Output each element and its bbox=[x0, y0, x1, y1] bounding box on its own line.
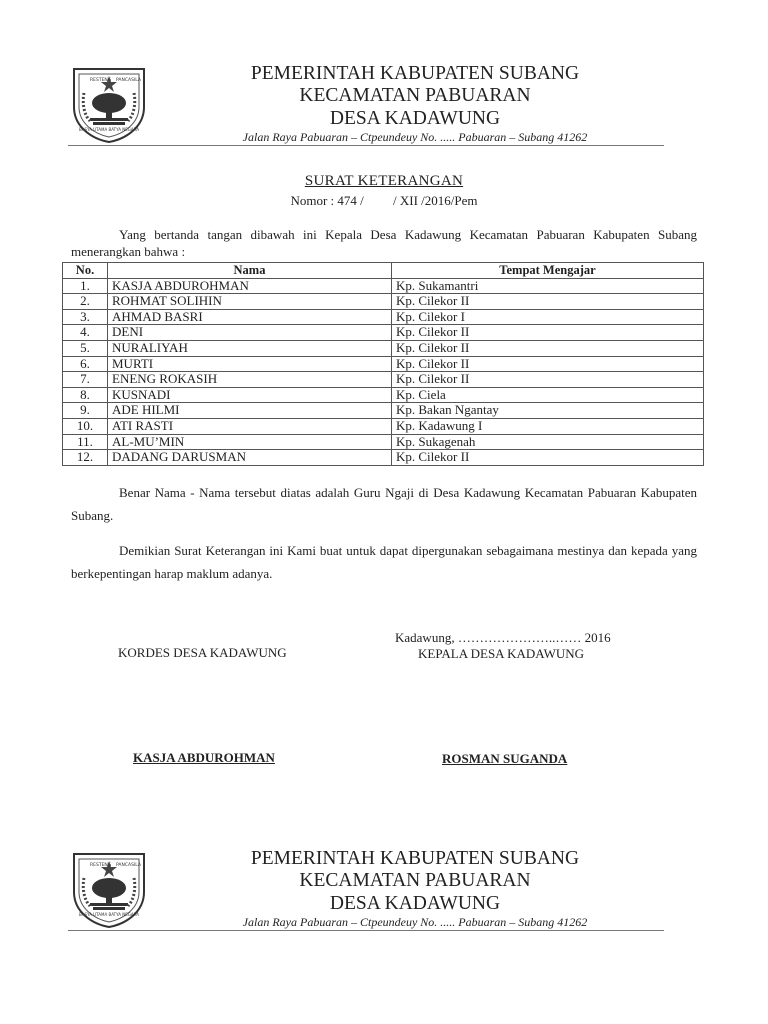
statement-paragraph: Benar Nama - Nama tersebut diatas adalah Guru Ngaji di Desa Kadawung Kecamatan Pabuaran Kabupaten Subang. bbox=[71, 485, 697, 523]
cell-nama: NURALIYAH bbox=[108, 340, 392, 356]
cell-no: 8. bbox=[63, 387, 108, 403]
cell-no: 1. bbox=[63, 278, 108, 294]
letterhead-line2: KECAMATAN PABUARAN bbox=[299, 85, 531, 106]
letterhead-line2: KECAMATAN PABUARAN bbox=[299, 870, 531, 891]
table-row bbox=[63, 387, 704, 403]
left-signer-name: KASJA ABDUROHMAN bbox=[133, 750, 275, 765]
cell-tempat: Kp. Cilekor II bbox=[392, 340, 704, 356]
letterhead-rule bbox=[68, 930, 664, 931]
cell-nama: ROHMAT SOLIHIN bbox=[108, 294, 392, 310]
cell-tempat: Kp. Sukagenah bbox=[392, 434, 704, 450]
svg-text:BASYA UTAMA BATYA NEGARA: BASYA UTAMA BATYA NEGARA bbox=[79, 912, 139, 917]
cell-no: 4. bbox=[63, 325, 108, 341]
cell-nama: ADE HILMI bbox=[108, 403, 392, 419]
cell-nama: MURTI bbox=[108, 356, 392, 372]
village-emblem-logo bbox=[66, 63, 152, 143]
table-row bbox=[63, 278, 704, 294]
header-nama: Nama bbox=[108, 263, 392, 279]
cell-no: 6. bbox=[63, 356, 108, 372]
letterhead-line3: DESA KADAWUNG bbox=[329, 108, 501, 129]
cell-no: 3. bbox=[63, 309, 108, 325]
cell-no: 12. bbox=[63, 450, 108, 466]
table-row bbox=[63, 294, 704, 310]
right-signer-role: KEPALA DESA KADAWUNG bbox=[418, 646, 585, 661]
svg-text:RESTENG: RESTENG bbox=[90, 78, 112, 83]
cell-nama: AHMAD BASRI bbox=[108, 309, 392, 325]
cell-no: 5. bbox=[63, 340, 108, 356]
table-row bbox=[63, 325, 704, 341]
svg-text:PANCASILA: PANCASILA bbox=[116, 78, 141, 83]
svg-text:RESTENG: RESTENG bbox=[90, 863, 112, 868]
cell-tempat: Kp. Bakan Ngantay bbox=[392, 403, 704, 419]
table-row bbox=[63, 418, 704, 434]
cell-tempat: Kp. Ciela bbox=[392, 387, 704, 403]
letterhead-line3: DESA KADAWUNG bbox=[329, 893, 501, 914]
cell-tempat: Kp. Cilekor II bbox=[392, 372, 704, 388]
cell-nama: KASJA ABDUROHMAN bbox=[108, 278, 392, 294]
table-row bbox=[63, 309, 704, 325]
letterhead-line1: PEMERINTAH KABUPATEN SUBANG bbox=[250, 848, 580, 869]
letterhead-line1: PEMERINTAH KABUPATEN SUBANG bbox=[250, 63, 580, 84]
cell-tempat: Kp. Kadawung I bbox=[392, 418, 704, 434]
village-emblem-logo bbox=[66, 848, 152, 928]
table-row bbox=[63, 434, 704, 450]
table-row bbox=[63, 340, 704, 356]
letterhead-address: Jalan Raya Pabuaran – Ctpeundeuy No. ..... Pabuaran – Subang 41262 bbox=[242, 130, 588, 144]
table-row bbox=[63, 450, 704, 466]
cell-tempat: Kp. Cilekor II bbox=[392, 450, 704, 466]
cell-nama: ATI RASTI bbox=[108, 418, 392, 434]
closing-paragraph: Demikian Surat Keterangan ini Kami buat untuk dapat dipergunakan sebagaimana mestinya dan kepada yang berkepentingan harap maklum adanya. bbox=[71, 543, 697, 581]
letterhead-top bbox=[0, 63, 768, 158]
header-tempat: Tempat Mengajar bbox=[392, 263, 704, 279]
header-no: No. bbox=[63, 263, 108, 279]
table-row bbox=[63, 356, 704, 372]
letterhead-address: Jalan Raya Pabuaran – Ctpeundeuy No. ..... Pabuaran – Subang 41262 bbox=[242, 915, 588, 929]
letter-number: Nomor : 474 / / XII /2016/Pem bbox=[290, 193, 478, 208]
table-header-row bbox=[63, 263, 704, 279]
cell-no: 2. bbox=[63, 294, 108, 310]
cell-tempat: Kp. Cilekor II bbox=[392, 294, 704, 310]
cell-nama: ENENG ROKASIH bbox=[108, 372, 392, 388]
cell-tempat: Kp. Cilekor II bbox=[392, 325, 704, 341]
cell-nama: DENI bbox=[108, 325, 392, 341]
cell-no: 11. bbox=[63, 434, 108, 450]
teacher-table bbox=[62, 262, 704, 466]
right-signer-name: ROSMAN SUGANDA bbox=[442, 751, 568, 766]
cell-nama: AL-MU’MIN bbox=[108, 434, 392, 450]
intro-paragraph: Yang bertanda tangan dibawah ini Kepala Desa Kadawung Kecamatan Pabuaran Kabupaten Subang menerangkan bahwa : bbox=[71, 227, 697, 259]
cell-nama: KUSNADI bbox=[108, 387, 392, 403]
svg-text:BASYA UTAMA BATYA NEGARA: BASYA UTAMA BATYA NEGARA bbox=[79, 127, 139, 132]
letterhead-rule bbox=[68, 145, 664, 146]
letter-title: SURAT KETERANGAN bbox=[304, 173, 464, 189]
cell-nama: DADANG DARUSMAN bbox=[108, 450, 392, 466]
cell-no: 10. bbox=[63, 418, 108, 434]
place-date: Kadawung, …………………..…… 2016 bbox=[395, 630, 611, 645]
cell-no: 9. bbox=[63, 403, 108, 419]
left-signer-role: KORDES DESA KADAWUNG bbox=[118, 645, 287, 660]
svg-text:PANCASILA: PANCASILA bbox=[116, 863, 141, 868]
table-row bbox=[63, 403, 704, 419]
cell-tempat: Kp. Cilekor I bbox=[392, 309, 704, 325]
cell-no: 7. bbox=[63, 372, 108, 388]
cell-tempat: Kp. Sukamantri bbox=[392, 278, 704, 294]
table-row bbox=[63, 372, 704, 388]
letterhead-bottom bbox=[0, 848, 768, 943]
cell-tempat: Kp. Cilekor II bbox=[392, 356, 704, 372]
